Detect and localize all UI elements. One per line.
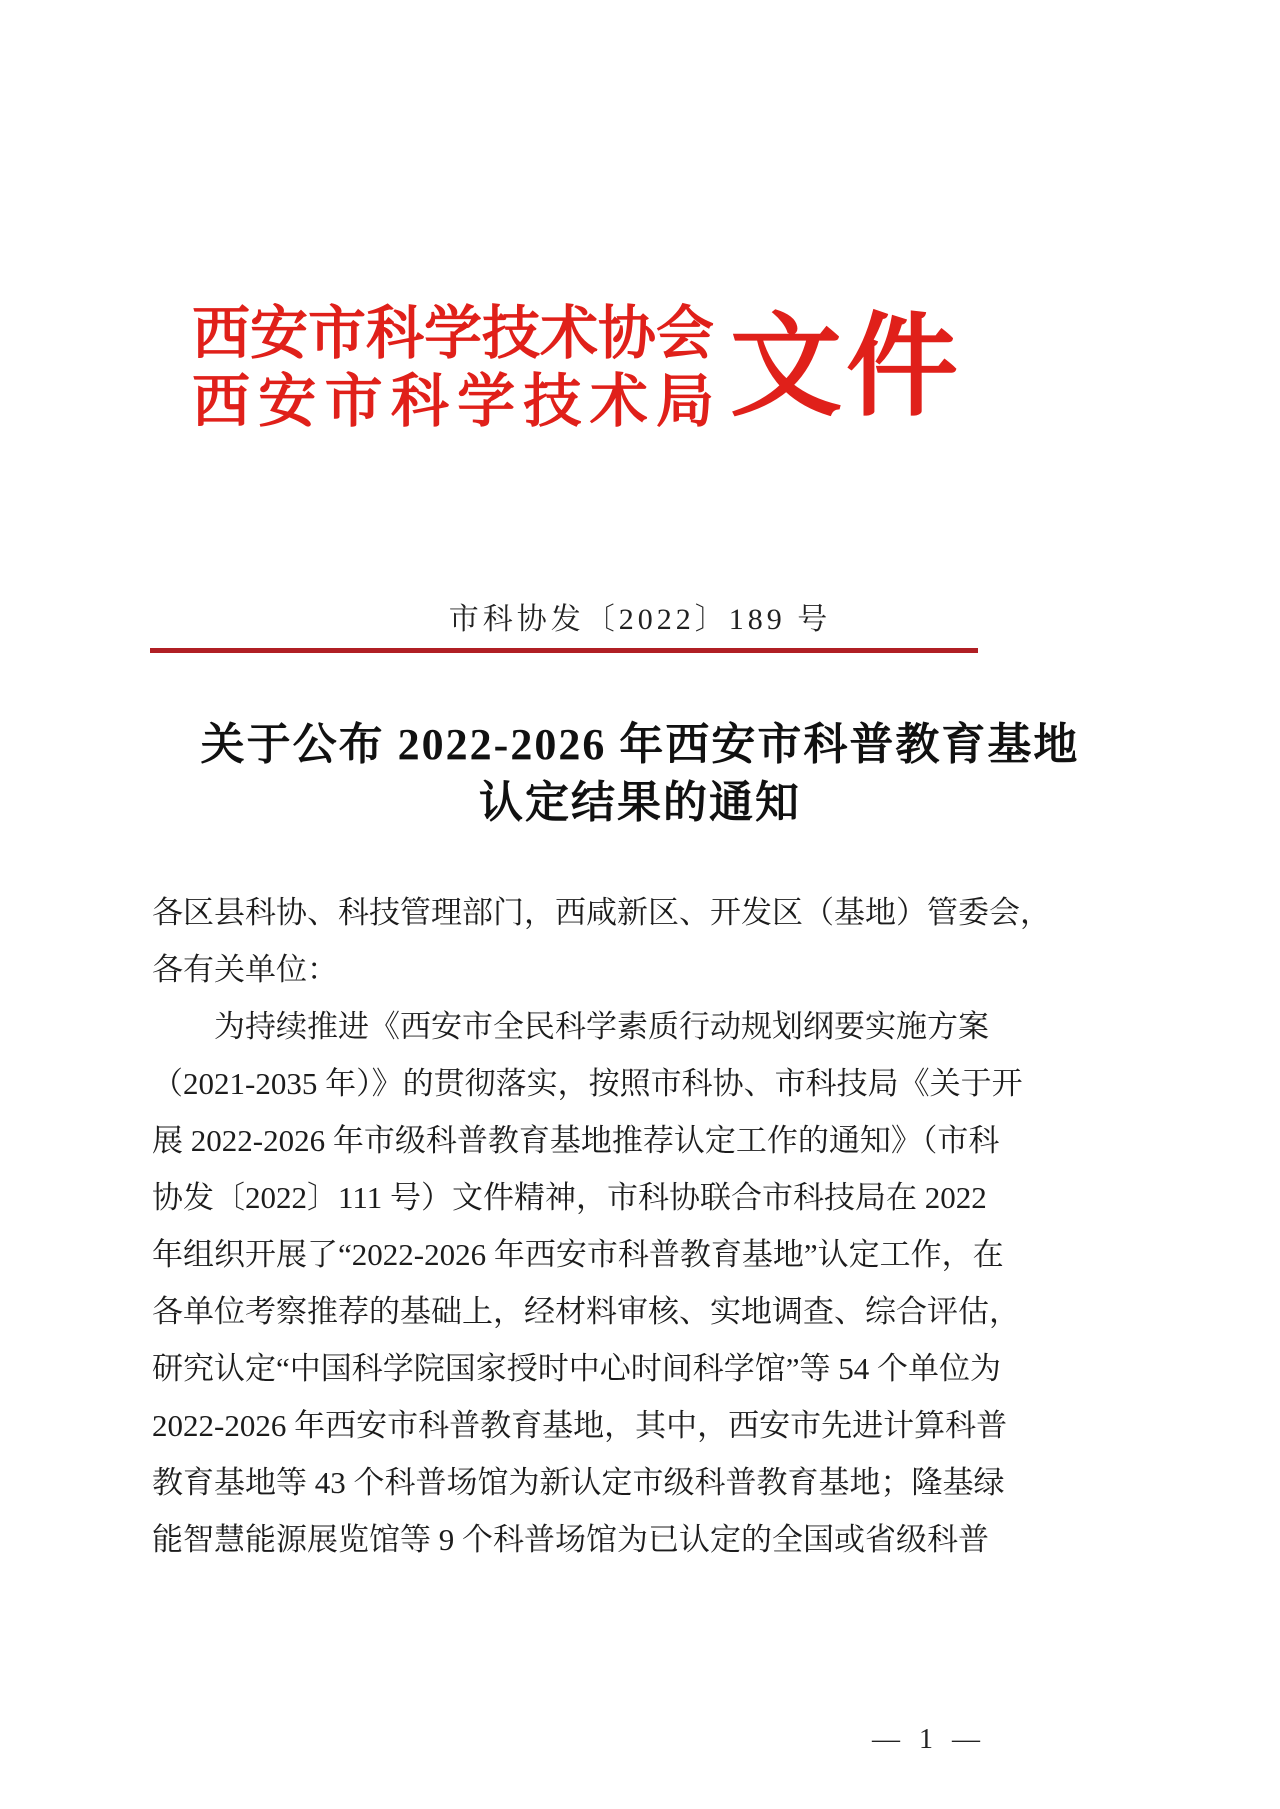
issuing-agencies bbox=[192, 300, 714, 436]
document-body bbox=[152, 884, 1051, 1568]
salutation-line: 各有关单位： bbox=[152, 952, 338, 987]
document-title bbox=[0, 716, 1280, 832]
document-title-line2: 认定结果的通知 bbox=[479, 778, 801, 827]
paragraph-line: 各单位考察推荐的基础上，经材料审核、实地调查、综合评估， bbox=[152, 1294, 1020, 1329]
paragraph-line: 教育基地等 43 个科普场馆为新认定市级科普教育基地；隆基绿 bbox=[152, 1465, 1005, 1500]
paragraph-line: 协发〔2022〕111 号）文件精神，市科协联合市科技局在 2022 bbox=[152, 1180, 987, 1215]
paragraph-line: （2021-2035 年）》的贯彻落实，按照市科协、市科技局《关于开 bbox=[152, 1066, 1023, 1101]
document-type-label: 文件 bbox=[730, 306, 963, 430]
letterhead bbox=[192, 300, 963, 436]
red-divider-rule bbox=[150, 648, 978, 653]
agency-name-line2: 西安市科学技术局 bbox=[192, 369, 715, 434]
paragraph-line: 能智慧能源展览馆等 9 个科普场馆为已认定的全国或省级科普 bbox=[152, 1522, 989, 1557]
document-number: 市科协发〔2022〕189 号 bbox=[448, 603, 832, 636]
salutation-line: 各区县科协、科技管理部门，西咸新区、开发区（基地）管委会， bbox=[152, 895, 1051, 930]
agency-name-line1: 西安市科学技术协会 bbox=[192, 301, 715, 366]
page-number: — 1 — bbox=[872, 1724, 986, 1755]
document-title-line1: 关于公布 2022-2026 年西安市科普教育基地 bbox=[200, 720, 1080, 769]
paragraph-line: 研究认定“中国科学院国家授时中心时间科学馆”等 54 个单位为 bbox=[152, 1351, 1002, 1386]
paragraph-line: 展 2022-2026 年市级科普教育基地推荐认定工作的通知》（市科 bbox=[152, 1123, 1000, 1158]
paragraph-line: 为持续推进《西安市全民科学素质行动规划纲要实施方案 bbox=[214, 1009, 989, 1044]
paragraph-line: 年组织开展了“2022-2026 年西安市科普教育基地”认定工作，在 bbox=[152, 1237, 1004, 1272]
paragraph-line: 2022-2026 年西安市科普教育基地，其中，西安市先进计算科普 bbox=[152, 1408, 1008, 1443]
